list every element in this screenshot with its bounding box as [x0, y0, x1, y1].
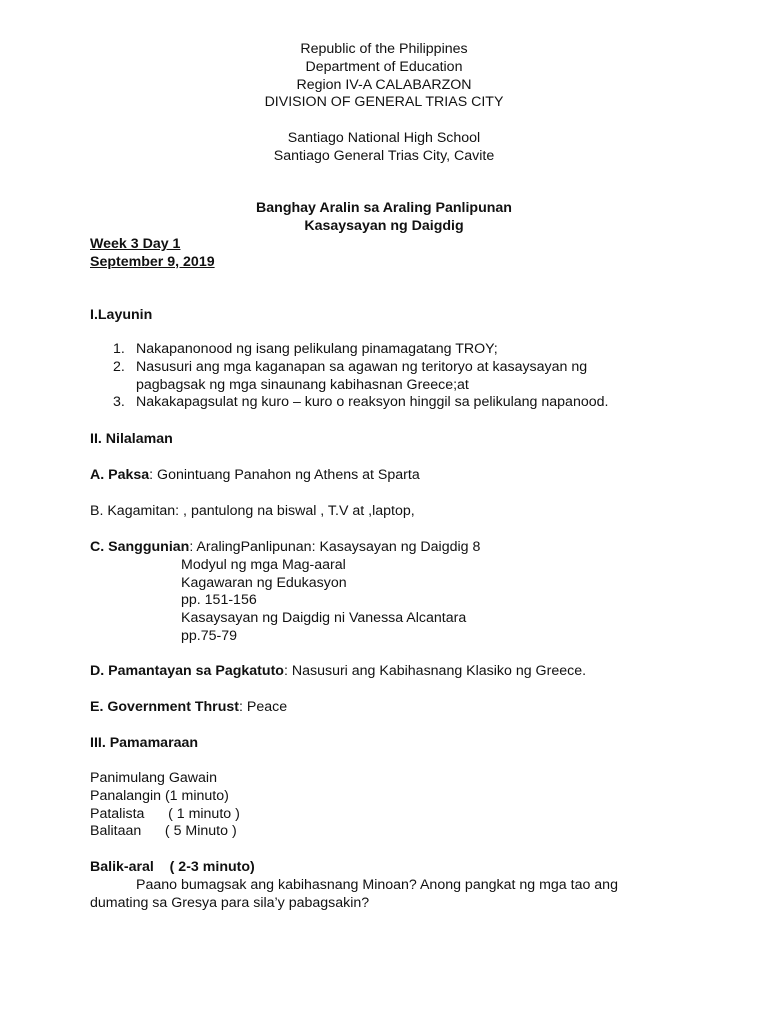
thrust-value: : Peace	[239, 699, 288, 715]
school-info	[0, 130, 768, 166]
objective-text: Nakapanonood ng isang pelikulang pinamagatang TROY;	[136, 341, 498, 357]
section-pamamaraan-heading: III. Pamamaraan	[90, 735, 199, 751]
question-line: Paano bumagsak ang kabihasnang Minoan? Anong pangkat ng mga tao ang	[136, 877, 618, 893]
header-republic: Republic of the Philippines	[300, 41, 468, 57]
sanggunian-line	[90, 539, 690, 557]
sanggunian-block	[90, 539, 690, 646]
header-region: Region IV-A CALABARZON	[296, 76, 472, 93]
objective-text-continued: pagbagsak ng mga sinaunang kabihasnan Greece;at	[136, 376, 469, 393]
paksa-line	[90, 467, 690, 485]
pamantayan-value: : Nasusuri ang Kabihasnang Klasiko ng Greece.	[283, 663, 587, 679]
reference-line: pp.75-79	[181, 627, 238, 644]
activity-line: Panalangin (1 minuto)	[90, 787, 229, 804]
date-label: September 9, 2019	[90, 253, 215, 270]
panimulang-gawain-block	[90, 770, 690, 841]
header-department: Department of Education	[305, 58, 463, 75]
paksa-value: : Gonintuang Panahon ng Athens at Sparta	[149, 467, 420, 483]
sanggunian-label: C. Sanggunian	[90, 539, 190, 555]
school-name: Santiago National High School	[287, 130, 481, 146]
list-item	[90, 394, 690, 412]
objective-text: Nakakapagsulat ng kuro – kuro o reaksyon hinggil sa pelikulang napanood.	[136, 394, 609, 411]
list-number: 3.	[113, 394, 125, 411]
reference-line: Kasaysayan ng Daigdig ni Vanessa Alcantara	[181, 610, 467, 627]
activity-line: Balitaan ( 5 Minuto )	[90, 823, 237, 840]
list-item	[90, 341, 690, 359]
balik-aral-heading	[90, 859, 690, 877]
header-division: DIVISION OF GENERAL TRIAS CITY	[264, 94, 504, 111]
kagamitan-line: B. Kagamitan: , pantulong na biswal , T.V at ,laptop,	[90, 503, 415, 519]
list-number: 1.	[113, 341, 125, 357]
reference-line: Modyul ng mga Mag-aaral	[181, 556, 346, 573]
objective-text: Nasusuri ang mga kaganapan sa agawan ng teritoryo at kasaysayan ng	[136, 358, 588, 375]
activity-line: Panimulang Gawain	[90, 770, 217, 786]
reference-line: pp. 151-156	[181, 592, 257, 609]
lesson-date	[90, 236, 690, 272]
document-header	[0, 41, 768, 112]
thrust-line	[90, 699, 690, 717]
section-nilalaman-heading: II. Nilalaman	[90, 431, 173, 447]
reference-line: Kagawaran ng Edukasyon	[181, 574, 347, 591]
list-item	[90, 359, 690, 395]
pamantayan-line	[90, 663, 690, 681]
sanggunian-value: : AralingPanlipunan: Kasaysayan ng Daigdig 8	[189, 539, 481, 555]
review-question	[90, 877, 690, 913]
title-line-1: Banghay Aralin sa Araling Panlipunan	[256, 200, 512, 216]
title-line-2: Kasaysayan ng Daigdig	[304, 217, 464, 234]
section-layunin-heading: I.Layunin	[90, 307, 153, 323]
balik-aral-label: Balik-aral ( 2-3 minuto)	[90, 859, 255, 875]
thrust-label: E. Government Thrust	[90, 699, 239, 715]
document-title	[0, 200, 768, 236]
school-address: Santiago General Trias City, Cavite	[273, 147, 495, 164]
list-number: 2.	[113, 358, 125, 375]
objectives-list	[90, 341, 690, 412]
paksa-label: A. Paksa	[90, 467, 150, 483]
pamantayan-label: D. Pamantayan sa Pagkatuto	[90, 663, 284, 679]
activity-line: Patalista ( 1 minuto )	[90, 805, 240, 822]
week-label: Week 3 Day 1	[90, 236, 181, 252]
question-line-continued: dumating sa Gresya para sila’y pabagsakin?	[90, 894, 370, 911]
